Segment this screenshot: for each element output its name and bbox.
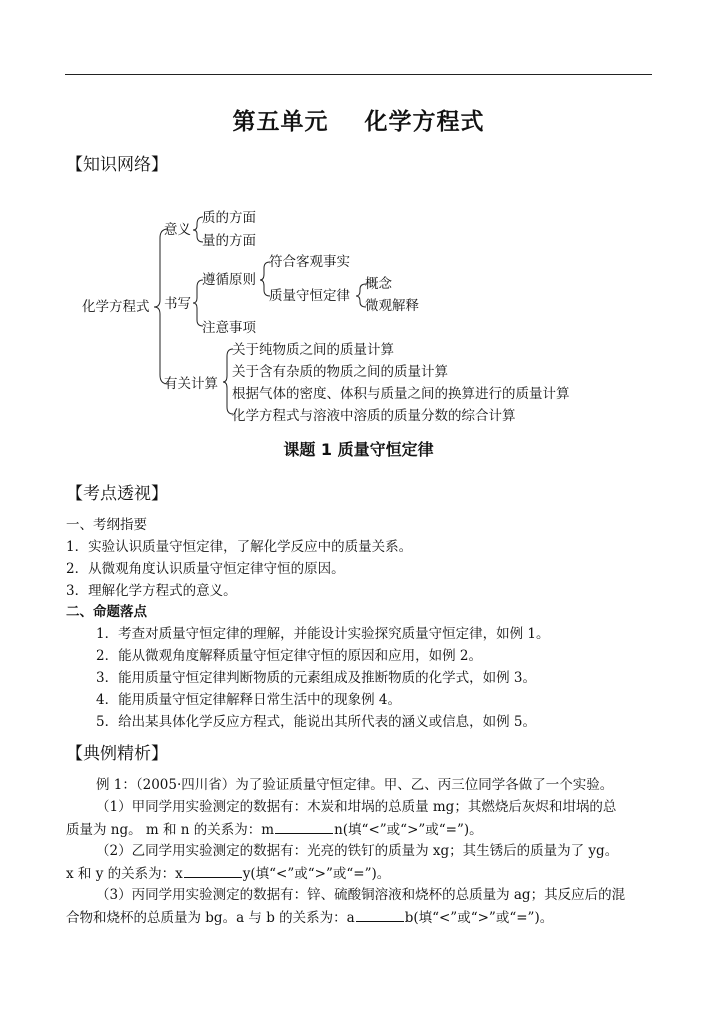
lesson-title: 课题 1 质量守恒定律 — [283, 440, 434, 459]
tree-meaning-item: 量的方面 — [202, 233, 256, 249]
part3-answer-blank[interactable] — [356, 908, 404, 922]
part2-text-b: y(填“<”或“>”或“=”)。 — [242, 866, 391, 882]
tree-follow-item: 符合客观事实 — [269, 254, 350, 270]
exam-points-heading: 【考点透视】 — [66, 484, 168, 504]
tree-meaning-item: 质的方面 — [202, 210, 256, 226]
focus-item: 4．能用质量守恒定律解释日常生活中的现象例 4。 — [96, 692, 401, 708]
outline-item: 1．实验认识质量守恒定律，了解化学反应中的质量关系。 — [66, 539, 413, 555]
focus-title: 二、命题落点 — [66, 604, 147, 620]
focus-item: 1．考查对质量守恒定律的理解，并能设计实验探究质量守恒定律，如例 1。 — [96, 626, 550, 642]
example-part3-line1: （3）丙同学用实验测定的数据有：锌、硫酸铜溶液和烧杯的总质量为 ag；其反应后的混 — [96, 887, 626, 903]
tree-calc: 有关计算 — [164, 376, 218, 392]
tree-law-item: 微观解释 — [365, 298, 419, 314]
tree-calc-item: 化学方程式与溶液中溶质的质量分数的综合计算 — [232, 408, 516, 424]
tree-calc-item: 关于纯物质之间的质量计算 — [232, 342, 394, 358]
part2-text-a: x 和 y 的关系为：x — [66, 866, 183, 882]
page-title: 第五单元 化学方程式 — [232, 109, 485, 135]
tree-law-item: 概念 — [365, 276, 392, 292]
tree-notes: 注意事项 — [202, 320, 256, 336]
part1-answer-blank[interactable] — [275, 820, 333, 834]
focus-item: 2．能从微观角度解释质量守恒定律守恒的原因和应用，如例 2。 — [96, 648, 482, 664]
part2-answer-blank[interactable] — [184, 864, 242, 878]
outline-item: 3．理解化学方程式的意义。 — [66, 583, 237, 599]
focus-item: 5．给出某具体化学反应方程式，能说出其所代表的涵义或信息，如例 5。 — [96, 714, 536, 730]
example-part1-line2 — [66, 820, 483, 839]
tree-root: 化学方程式 — [82, 299, 150, 315]
tree-writing: 书写 — [164, 296, 191, 312]
part1-text-a: 质量为 ng。 m 和 n 的关系为：m — [66, 822, 275, 838]
example-part3-line2 — [66, 908, 553, 927]
examples-heading: 【典例精析】 — [66, 744, 168, 764]
outline-item: 2．从微观角度认识质量守恒定律守恒的原因。 — [66, 561, 345, 577]
tree-calc-item: 关于含有杂质的物质之间的质量计算 — [232, 364, 448, 380]
example-part2-line2 — [66, 864, 390, 883]
focus-item: 3．能用质量守恒定律判断物质的元素组成及推断物质的化学式，如例 3。 — [96, 670, 536, 686]
outline-title: 一、考纲指要 — [66, 517, 147, 533]
tree-calc-item: 根据气体的密度、体积与质量之间的换算进行的质量计算 — [232, 386, 570, 402]
part1-text-b: n(填“<”或“>”或“=”)。 — [334, 822, 483, 838]
example-part2-line1: （2）乙同学用实验测定的数据有：光亮的铁钉的质量为 xg；其生锈后的质量为了 yg。 — [96, 843, 619, 859]
knowledge-network-heading: 【知识网络】 — [66, 155, 168, 175]
tree-follow-principle: 遵循原则 — [202, 272, 256, 288]
example-part1-line1: （1）甲同学用实验测定的数据有：木炭和坩埚的总质量 mg；其燃烧后灰烬和坩埚的总 — [96, 799, 617, 815]
tree-follow-item: 质量守恒定律 — [269, 288, 350, 304]
calc-brace — [223, 349, 233, 414]
part3-text-b: b(填“<”或“>”或“=”)。 — [404, 910, 554, 926]
part3-text-a: 合物和烧杯的总质量为 bg。a 与 b 的关系为：a — [66, 910, 355, 926]
example-intro: 例 1：（2005·四川省）为了验证质量守恒定律。甲、乙、丙三位同学各做了一个实验。 — [96, 777, 614, 793]
tree-meaning: 意义 — [164, 222, 191, 238]
